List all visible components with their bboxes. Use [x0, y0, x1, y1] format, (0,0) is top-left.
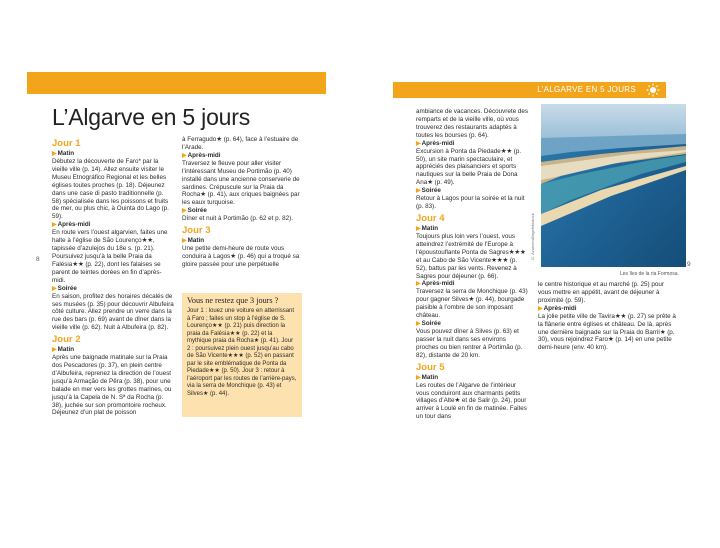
day-heading: Jour 1 [52, 138, 81, 149]
section-label: ▶Matin [182, 237, 205, 245]
triangle-icon: ▶ [52, 347, 57, 354]
page-number-left: 8 [36, 256, 40, 263]
section-label: ▶Après-midi [416, 280, 455, 288]
day-heading: Jour 3 [182, 225, 211, 237]
paragraph: à Ferragudo★ (p. 64), face à l’estuaire de l’Arade. [182, 136, 299, 151]
info-box-title: Vous ne restez que 3 jours ? [187, 296, 279, 305]
paragraph: La jolie petite ville de Tavira★★ (p. 27) se prête à la flânerie entre églises et château. De là, après une dernière baignade sur la Praia do Barril★ (p. 30), vous rejoindrez Faro★ (p. 14) en une petite demi-heure (env. 40 km). [538, 312, 676, 352]
section-label: ▶Après-midi [52, 221, 91, 229]
paragraph: le centre historique et au marché (p. 25) pour vous mettre en appétit, avant de déjeuner à proximité (p. 59). [538, 281, 665, 304]
day-heading: Jour 5 [416, 361, 445, 373]
triangle-icon: ▶ [182, 152, 187, 159]
info-box [182, 293, 302, 417]
triangle-icon: ▶ [416, 321, 421, 328]
triangle-icon: ▶ [538, 305, 543, 312]
section-label: ▶Matin [52, 150, 75, 157]
triangle-icon: ▶ [416, 188, 421, 195]
coastline-photo [541, 104, 686, 267]
day-heading: Jour 2 [52, 334, 81, 346]
paragraph: Une petite demi-heure de route vous conduira à Lagos★ (p. 46) qui a troqué sa gloire passée pour une perpétuelle [182, 245, 300, 268]
triangle-icon: ▶ [52, 285, 57, 292]
sun-icon [646, 83, 660, 97]
running-header: L’ALGARVE EN 5 JOURS [537, 85, 636, 94]
section-label: ▶Soirée [416, 187, 441, 195]
paragraph: Vous pouvez dîner à Silves (p. 63) et passer la nuit dans ses environs proches ou bien rentrer à Portimão (p. 82), distante de 20 km. [416, 328, 523, 359]
left-column-1 [52, 136, 174, 417]
paragraph: Après une baignade matinale sur la Praia dos Pescadores (p. 37), en plein centre d’Albufeira, reprenez la direction de l’ouest jusqu’à Armação de Pêra (p. 38), pour une balade en mer vers les grottes marines, ou jusqu’à la Capela de N. Sª da Rocha (p. 38), juchée sur son promontoire rocheux. Déjeunez d’un plat de poisson [52, 354, 172, 417]
paragraph: En saison, profitez des horaires décalés de ses musées (p. 35) pour découvrir Albufeira côté culture. Allez prendre un verre dans la rue des bars (p. 69) avant de dîner dans la vieille ville (p. 62). Nuit à Albufeira (p. 82). [52, 292, 174, 332]
section-label: ▶Matin [416, 224, 439, 232]
day-heading: Jour 4 [416, 212, 445, 224]
section-label: ▶Soirée [182, 207, 207, 215]
section-label: ▶Soirée [52, 284, 77, 292]
info-box-text: Jour 1 : louez une voiture en atterrissant à Faro ; faites un stop à l’église de S. Lourenço★★ (p. 21) puis direction la praia da Falésia★★ (p. 22) et la mythique praia da Rocha★ (p. 41). Jour 2 : poursuivez plein ouest jusqu’au cabo de São Vicente★★★ (p. 52) en passant par le site emblématique de Ponta da Piedade★★ (p. 50). Jour 3 : retour à l’aéroport par les routes de l’arrière-pays, via la serra de Monchique (p. 43) et Silves★ (p. 44). [187, 308, 297, 397]
right-column-2 [538, 281, 678, 352]
page-number-right: 9 [687, 261, 691, 268]
right-column-1 [416, 108, 528, 421]
section-label: ▶Après-midi [416, 139, 455, 147]
section-label: ▶Soirée [416, 320, 441, 328]
section-label: ▶Matin [416, 373, 439, 381]
paragraph: Traversez la serra de Monchique (p. 43) pour gagner Silves★ (p. 44), bourgade paisible à l’ombre de son imposant château. [416, 288, 528, 320]
right-header-bar [393, 82, 666, 98]
page-title: L’Algarve en 5 jours [52, 104, 251, 130]
paragraph: Retour à Lagos pour la soirée et la nuit (p. 83). [416, 195, 525, 211]
paragraph: Traversez le fleuve pour aller visiter l’intéressant Museu de Portimão (p. 40) installé dans une ancienne conserverie de sardines. Crépuscule sur la Praia da Rocha★ (p. 41), aux criques baignées par les eaux turquoise. [182, 159, 300, 207]
section-label: ▶Après-midi [538, 304, 577, 312]
paragraph: Les routes de l’Algarve de l’intérieur vous conduiront aux charmants petits villages d’Alte★ et de Salir (p. 24), pour arriver à Loulé en fin de matinée. Faites un tour dans [416, 381, 527, 421]
triangle-icon: ▶ [416, 281, 421, 288]
triangle-icon: ▶ [416, 374, 421, 381]
triangle-icon: ▶ [416, 140, 421, 147]
paragraph: En route vers l’ouest algarvien, faites une halte à l’église de São Lourenço★★, tapissée d’azulejos du 18e s. (p. 21). Poursuivez jusqu’à la belle Praia da Falésia★★ (p. 22), dont les falaises se parent de teintes dorées en fin d’après-midi. [52, 229, 168, 284]
left-column-2 [182, 136, 304, 269]
section-label: ▶Matin [52, 346, 75, 354]
triangle-icon: ▶ [182, 238, 187, 245]
left-header-bar [27, 72, 326, 94]
triangle-icon: ▶ [182, 208, 187, 215]
paragraph: Dîner et nuit à Portimão (p. 62 et p. 82). [182, 215, 293, 223]
triangle-icon: ▶ [52, 222, 57, 229]
triangle-icon: ▶ [416, 225, 421, 232]
section-label: ▶Après-midi [182, 151, 221, 159]
paragraph: Excursion à Ponta da Piedade★★ (p. 50), un site marin spectaculaire, et appréciés des plaisanciers et sports nautiques sur la belle Praia de Dona Ana★ (p. 49). [416, 147, 522, 187]
triangle-icon: ▶ [52, 151, 57, 157]
paragraph: ambiance de vacances. Découvrete des remparts et de la vieille ville, où vous trouverez des restaurants adaptés à toutes les bourses (p. 64). [416, 108, 529, 139]
photo-caption: Les îles de la ria Formosa. [620, 271, 679, 277]
paragraph: Toujours plus loin vers l’ouest, vous atteindrez l’extrémité de l’Europe à l’époustouflante Ponta de Sagres★★★ et au Cabo de São Vicente★★★ (p. 52), battus par les vents. Revenez à Sagres pour déjeuner (p. 66). [416, 232, 526, 280]
photo-credit: G. Azumendi/agefotostock [530, 213, 535, 260]
paragraph: Débutez la découverte de Faro* par la vieille ville (p. 14). Allez ensuite visiter le Museu Etnográfico Regional et les belles églises toutes proches (p. 18). Déjeunez dans une case di pasto traditionnelle (p. 58) spécialisée dans les poissons et fruits de mer, ou plus chic, à Ouinta do Lago (p. 59). [52, 158, 169, 221]
